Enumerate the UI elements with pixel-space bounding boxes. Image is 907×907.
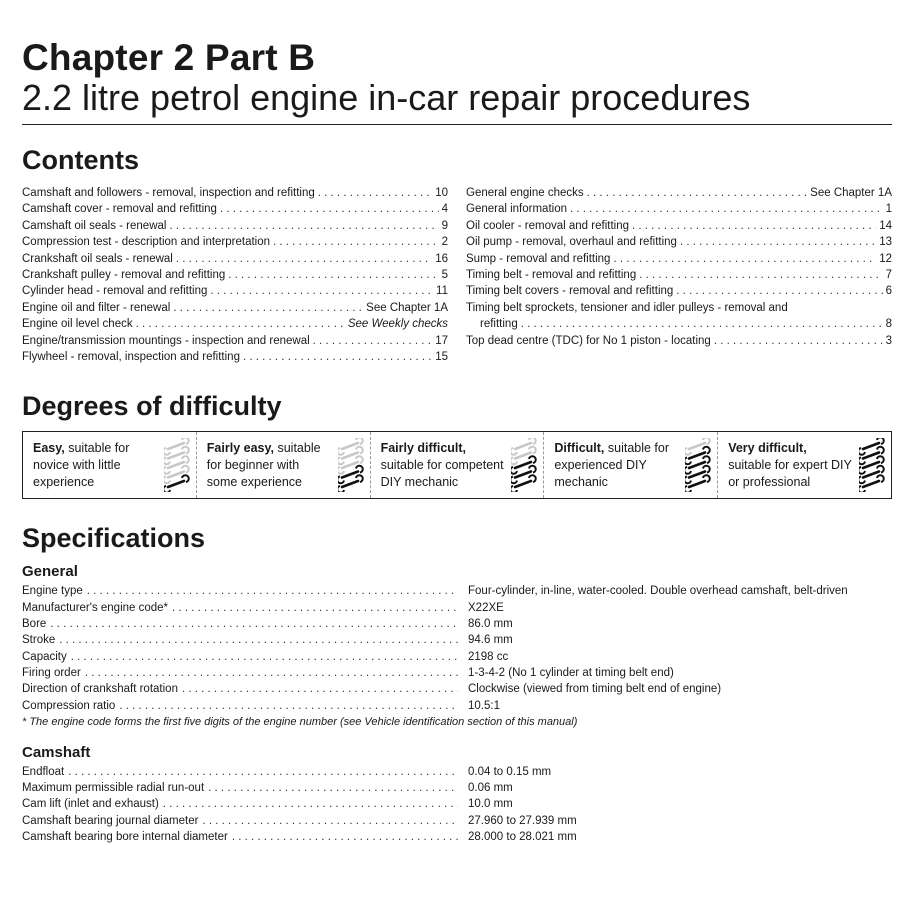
general-spec-table (22, 583, 892, 713)
leader-dots (71, 649, 458, 665)
contents-entry (466, 316, 892, 332)
leader-dots (273, 234, 439, 250)
contents-entry-section: 9 (441, 219, 448, 232)
leader-dots (173, 300, 363, 316)
spec-label: Compression ratio (22, 699, 116, 712)
spec-row (22, 780, 892, 796)
contents-entry (22, 267, 448, 283)
spanner-icon (338, 438, 364, 492)
contents-entry-section: See Chapter 1A (366, 301, 448, 314)
spec-row (22, 681, 892, 697)
leader-dots (228, 267, 438, 283)
contents-entry (466, 218, 892, 234)
contents-entry (466, 283, 892, 299)
leader-dots (68, 764, 458, 780)
contents-entry-label: Crankshaft oil seals - renewal (22, 252, 173, 265)
contents-entry-label: Timing belt - removal and refitting (466, 269, 637, 282)
spec-label: Bore (22, 618, 47, 631)
difficulty-level-detail: suitable for experienced DIY mechanic (554, 441, 670, 490)
leader-dots (220, 201, 439, 217)
contents-entry (22, 333, 448, 349)
contents-entry-section: 7 (885, 269, 892, 282)
spec-row (22, 583, 892, 599)
spec-label: Direction of crankshaft rotation (22, 683, 178, 696)
contents-entry-label: Camshaft oil seals - renewal (22, 219, 167, 232)
general-heading: General (22, 563, 78, 581)
specifications-heading: Specifications (22, 523, 206, 554)
difficulty-scale (22, 431, 892, 499)
contents-entry (22, 283, 448, 299)
leader-dots (587, 185, 808, 201)
spec-value: 1-3-4-2 (No 1 cylinder at timing belt end) (468, 666, 674, 679)
spec-row (22, 632, 892, 648)
difficulty-level (718, 432, 891, 498)
spec-label-cell (22, 600, 462, 616)
leader-dots (163, 796, 458, 812)
leader-dots (570, 201, 883, 217)
difficulty-level (371, 432, 545, 498)
spec-row (22, 764, 892, 780)
engine-code-footnote: * The engine code forms the first five digits of the engine number (see Vehicle identification section of this manual) (22, 715, 578, 728)
spec-label-cell (22, 665, 462, 681)
leader-dots (313, 333, 433, 349)
contents-left-column (22, 185, 448, 365)
contents-entry (22, 234, 448, 250)
contents-entry-section: 12 (879, 252, 892, 265)
contents-entry-label: Oil cooler - removal and refitting (466, 219, 629, 232)
contents-entry-label: Timing belt sprockets, tensioner and idler pulleys - removal and (466, 301, 788, 314)
spec-label-cell (22, 813, 462, 829)
difficulty-level (197, 432, 371, 498)
leader-dots (210, 283, 433, 299)
spec-row (22, 829, 892, 845)
leader-dots (172, 600, 458, 616)
contents-entry-section: 10 (435, 187, 448, 199)
spanner-icon (511, 438, 537, 492)
contents-entry-section: 1 (885, 203, 892, 216)
leader-dots (639, 267, 882, 283)
difficulty-level-name: Fairly easy, (206, 441, 274, 456)
spec-row (22, 796, 892, 812)
spec-value: X22XE (468, 601, 504, 614)
leader-dots (136, 316, 345, 332)
contents-entry-label: Top dead centre (TDC) for No 1 piston - locating (466, 334, 711, 347)
leader-dots (632, 218, 876, 234)
contents-entry-section: See Weekly checks (347, 318, 448, 331)
spec-row (22, 616, 892, 632)
camshaft-heading: Camshaft (22, 743, 91, 761)
leader-dots (85, 665, 458, 681)
leader-dots (87, 583, 458, 599)
leader-dots (232, 829, 458, 845)
difficulty-description (728, 440, 853, 491)
contents-entry (22, 185, 448, 201)
contents-entry-section: 17 (435, 334, 448, 347)
spec-label-cell (22, 764, 462, 780)
spec-label-cell (22, 796, 462, 812)
contents-entry-section: See Chapter 1A (810, 187, 892, 199)
spec-row (22, 600, 892, 616)
leader-dots (714, 333, 883, 349)
contents-entry-label: Engine oil and filter - renewal (22, 301, 171, 314)
leader-dots (208, 780, 458, 796)
spec-label-cell (22, 632, 462, 648)
leader-dots (521, 316, 883, 332)
contents-entry-section: 2 (441, 236, 448, 249)
spec-label-cell (22, 829, 462, 845)
spec-value: 0.06 mm (468, 782, 513, 795)
contents-entry-label: Engine oil level check (22, 318, 133, 331)
contents-heading: Contents (22, 145, 139, 175)
spec-label: Capacity (22, 650, 67, 663)
spec-label: Firing order (22, 666, 81, 679)
contents-entry-section: 5 (441, 269, 448, 282)
contents-entry (466, 201, 892, 217)
spec-label-cell (22, 616, 462, 632)
difficulty-description (33, 440, 158, 491)
difficulty-level-name: Very difficult, (728, 441, 807, 456)
chapter-subtitle: 2.2 litre petrol engine in-car repair procedures (22, 77, 751, 118)
leader-dots (50, 616, 458, 632)
leader-dots (243, 349, 432, 365)
difficulty-level-name: Fairly difficult, (380, 441, 467, 456)
contents-entry-label: Engine/transmission mountings - inspection and renewal (22, 334, 310, 347)
difficulty-level-name: Difficult, (554, 441, 605, 456)
contents-entry-label: Camshaft and followers - removal, inspection and refitting (22, 187, 315, 199)
difficulty-level-detail: suitable for beginner with some experience (206, 441, 321, 490)
contents-entry (22, 349, 448, 365)
spec-label: Maximum permissible radial run-out (22, 782, 205, 795)
spec-value: 10.5:1 (468, 699, 500, 712)
leader-dots (119, 698, 458, 714)
leader-dots (676, 283, 882, 299)
contents-entry-label: Flywheel - removal, inspection and refitting (22, 351, 240, 364)
spec-label-cell (22, 649, 462, 665)
spec-label: Cam lift (inlet and exhaust) (22, 798, 159, 811)
chapter-title: Chapter 2 Part B (22, 37, 316, 78)
leader-dots (169, 218, 438, 234)
difficulty-description (554, 440, 679, 491)
contents-entry-section: 11 (436, 285, 448, 298)
spec-label: Manufacturer's engine code* (22, 601, 169, 614)
contents-entry-label: Crankshaft pulley - removal and refitting (22, 269, 226, 282)
leader-dots (680, 234, 876, 250)
camshaft-spec-table (22, 764, 892, 845)
contents-entry-label: Camshaft cover - removal and refitting (22, 203, 217, 216)
spec-value: 86.0 mm (468, 618, 513, 631)
contents-right-column (466, 185, 892, 365)
difficulty-description (207, 440, 332, 491)
spec-label: Endfloat (22, 765, 65, 778)
spec-label: Camshaft bearing journal diameter (22, 814, 199, 827)
manual-page (22, 38, 892, 845)
contents-entry-label: Oil pump - removal, overhaul and refitting (466, 236, 677, 249)
difficulty-heading: Degrees of difficulty (22, 391, 282, 422)
difficulty-level-detail: suitable for competent DIY mechanic (380, 458, 504, 490)
spec-row (22, 698, 892, 714)
contents-entry (466, 251, 892, 267)
contents-entry-label: Timing belt covers - removal and refitting (466, 285, 674, 298)
difficulty-level-name: Easy, (33, 441, 65, 456)
spec-row (22, 665, 892, 681)
contents-entry-section: 13 (879, 236, 892, 249)
contents-entry-label: General information (466, 203, 567, 216)
spec-row (22, 649, 892, 665)
leader-dots (318, 185, 432, 201)
difficulty-level-detail: suitable for novice with little experience (33, 441, 130, 490)
contents-entry-section: 8 (885, 318, 892, 331)
contents-entry-label: Sump - removal and refitting (466, 252, 611, 265)
contents-entry-section: 4 (441, 203, 448, 216)
spec-label: Stroke (22, 634, 56, 647)
spec-value: 28.000 to 28.021 mm (468, 831, 577, 844)
spec-label: Engine type (22, 585, 83, 598)
leader-dots (176, 251, 432, 267)
spec-value: Four-cylinder, in-line, water-cooled. Double overhead camshaft, belt-driven (468, 585, 848, 598)
spanner-icon (859, 438, 885, 492)
difficulty-level-detail: suitable for expert DIY or professional (728, 458, 852, 490)
contents-entry-label: Compression test - description and interpretation (22, 236, 271, 249)
spec-label: Camshaft bearing bore internal diameter (22, 831, 228, 844)
contents-entry-label: Cylinder head - removal and refitting (22, 285, 208, 298)
contents-entry-label: General engine checks (466, 187, 584, 199)
contents-entry-section: 16 (435, 252, 448, 265)
leader-dots (59, 632, 458, 648)
contents-entry (466, 185, 892, 201)
contents-entry (466, 234, 892, 250)
difficulty-description (381, 440, 506, 491)
spanner-icon (685, 438, 711, 492)
spec-value: Clockwise (viewed from timing belt end of engine) (468, 683, 722, 696)
contents-entry (466, 300, 892, 316)
contents-entry (466, 267, 892, 283)
contents-entry (22, 316, 448, 332)
contents-entry-section: 6 (885, 285, 892, 298)
spec-value: 2198 cc (468, 650, 509, 663)
leader-dots (202, 813, 458, 829)
spec-label-cell (22, 583, 462, 599)
contents-entry (22, 251, 448, 267)
spec-value: 94.6 mm (468, 634, 513, 647)
contents-entry-section: 15 (435, 351, 448, 364)
spanner-icon (164, 438, 190, 492)
contents-entry (466, 333, 892, 349)
contents-entry (22, 218, 448, 234)
contents-list (22, 185, 892, 365)
spec-row (22, 813, 892, 829)
contents-entry (22, 300, 448, 316)
spec-label-cell (22, 681, 462, 697)
difficulty-level (544, 432, 718, 498)
spec-value: 27.960 to 27.939 mm (468, 814, 577, 827)
title-rule (22, 124, 892, 125)
contents-entry-section: 3 (885, 334, 892, 347)
contents-entry-label: refitting (480, 318, 518, 331)
leader-dots (182, 681, 458, 697)
contents-entry (22, 201, 448, 217)
contents-entry-section: 14 (879, 219, 892, 232)
leader-dots (613, 251, 876, 267)
difficulty-level (23, 432, 197, 498)
spec-value: 10.0 mm (468, 798, 513, 811)
spec-label-cell (22, 698, 462, 714)
spec-label-cell (22, 780, 462, 796)
spec-value: 0.04 to 0.15 mm (468, 765, 552, 778)
